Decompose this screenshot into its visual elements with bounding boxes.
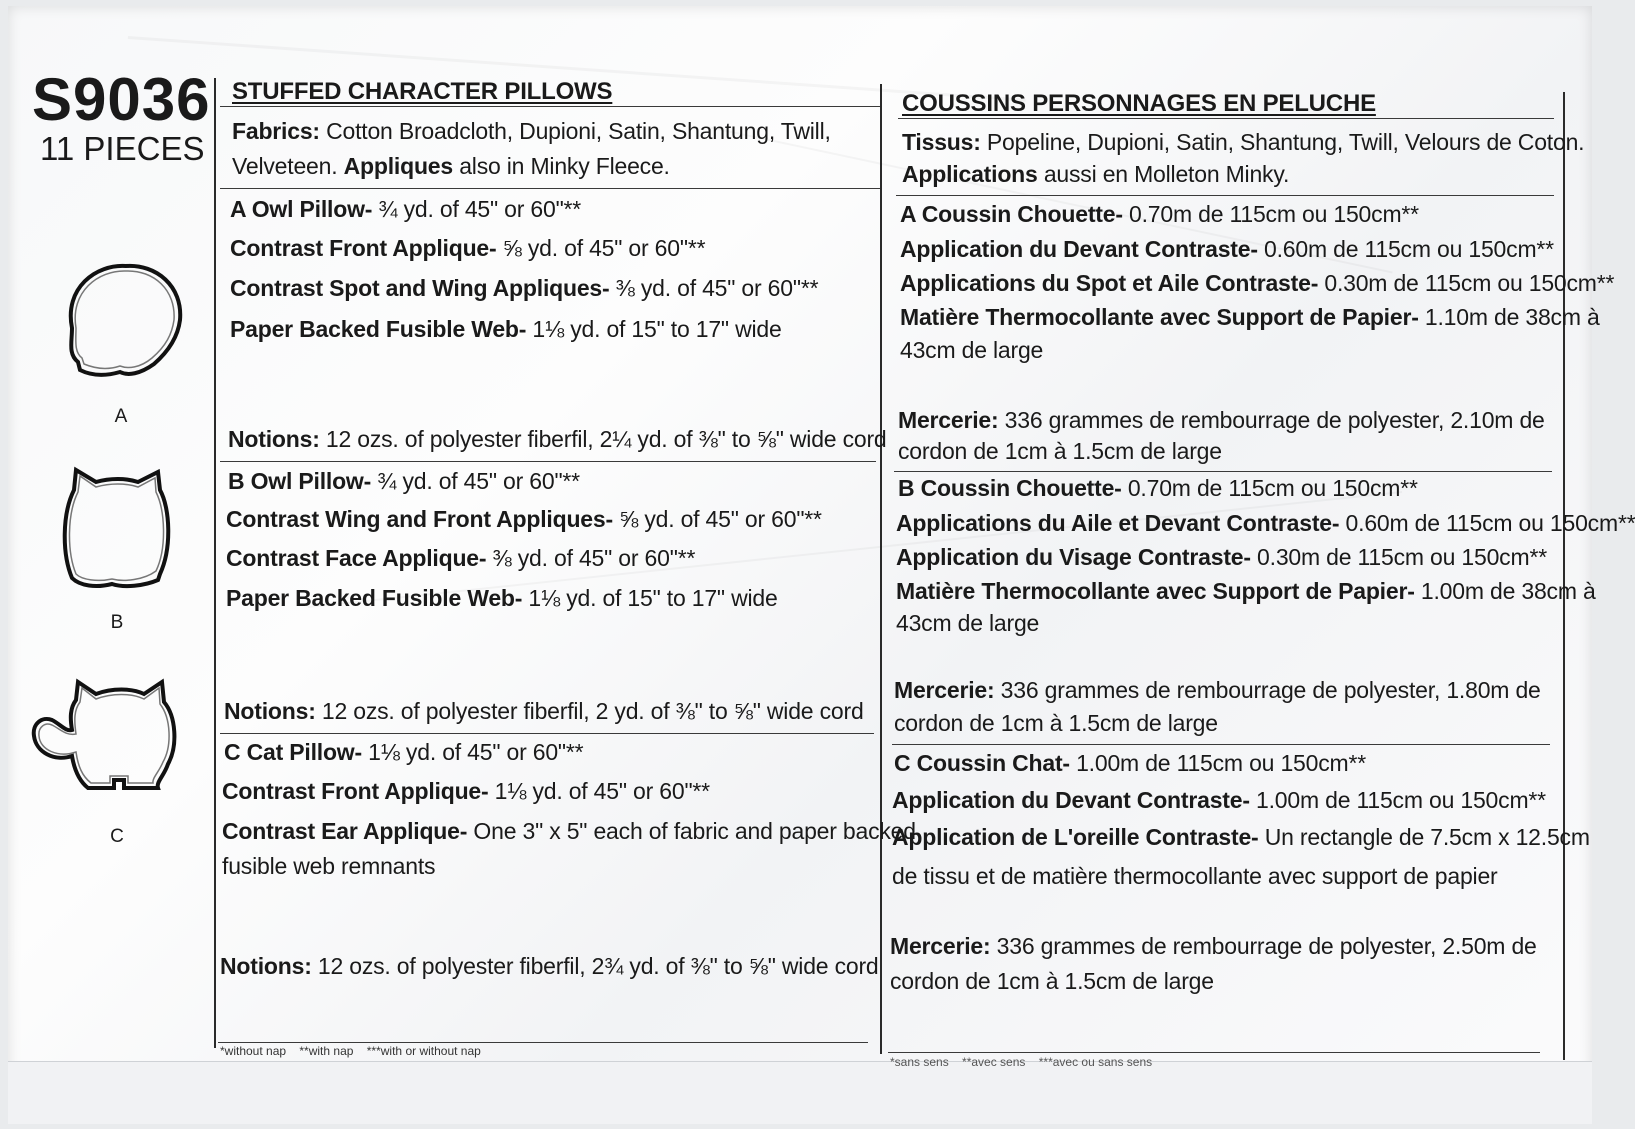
fr-title-rule [898,118,1554,119]
en-view-b-fusible-web: Paper Backed Fusible Web- 1⅛ yd. of 15" to 17" wide [226,585,778,611]
fr-view-b-fusible-web: Matière Thermocollante avec Support de Papier- 1.00m de 38cm à [896,578,1596,604]
en-a-rule [220,461,876,462]
fr-footnote: *sans sens **avec sens ***avec ou sans sens [890,1055,1153,1069]
fr-view-a-fusible-web: Matière Thermocollante avec Support de Papier- 1.10m de 38cm à [900,304,1600,330]
view-c-label: C [110,826,124,847]
en-view-c-notions: Notions: 12 ozs. of polyester fiberfil, 2¾ yd. of ⅜" to ⅝" wide cord [220,953,879,979]
en-foot-rule [218,1042,868,1043]
left-column-divider [214,78,216,1048]
fr-view-a-front-applique: Application du Devant Contraste- 0.60m de 115cm ou 150cm** [900,236,1554,262]
en-view-c-fabric: C Cat Pillow- 1⅛ yd. of 45" or 60"** [224,739,584,765]
right-column-divider [1563,92,1565,1060]
en-view-b-notions: Notions: 12 ozs. of polyester fiberfil, 2 yd. of ⅜" to ⅝" wide cord [224,698,864,724]
en-title: STUFFED CHARACTER PILLOWS [232,78,613,105]
view-a-round-owl-outline [58,258,188,388]
en-view-a-front-applique: Contrast Front Applique- ⅝ yd. of 45" or 60"** [230,235,706,261]
fr-view-b-face-applique: Application du Visage Contraste- 0.30m de 115cm ou 150cm** [896,544,1547,570]
en-view-a-fusible-web: Paper Backed Fusible Web- 1⅛ yd. of 15" to 17" wide [230,316,782,342]
view-c-cat-outline [28,680,188,798]
en-footnote: *without nap **with nap ***with or without nap [220,1044,481,1058]
fr-view-b-notions: Mercerie: 336 grammes de rembourrage de polyester, 1.80m de [894,677,1541,703]
center-column-divider [880,84,882,1054]
fr-view-b-fusible-web-cont: 43cm de large [896,610,1040,636]
en-view-c-ear-applique-cont: fusible web remnants [222,853,436,879]
en-view-c-front-applique: Contrast Front Applique- 1⅛ yd. of 45" or 60"** [222,778,710,804]
en-b-rule [220,733,874,734]
fr-view-c-front-applique: Application du Devant Contraste- 1.00m de 115cm ou 150cm** [892,787,1546,813]
fr-view-b-notions-cont: cordon de 1cm à 1.5cm de large [894,710,1218,736]
pattern-number: S9036 [32,66,211,133]
en-view-b-face-applique: Contrast Face Applique- ⅜ yd. of 45" or 60"** [226,545,696,571]
fr-title: COUSSINS PERSONNAGES EN PELUCHE [902,90,1376,117]
fr-foot-rule [888,1052,1540,1053]
en-view-a-spot-wing-appliques: Contrast Spot and Wing Appliques- ⅜ yd. of 45" or 60"** [230,275,819,301]
view-b-eared-owl-outline [60,468,175,593]
fr-b-rule [892,744,1550,745]
fr-fabrics-line1: Tissus: Popeline, Dupioni, Satin, Shantung, Twill, Velours de Coton. [902,129,1585,155]
fr-view-b-fabric: B Coussin Chouette- 0.70m de 115cm ou 150cm** [898,475,1418,501]
en-view-a-notions: Notions: 12 ozs. of polyester fiberfil, 2¼ yd. of ⅜" to ⅝" wide cord [228,426,887,452]
fr-view-a-notions-cont: cordon de 1cm à 1.5cm de large [898,438,1222,464]
fr-fabrics-rule [896,195,1554,196]
en-fabrics-line1: Fabrics: Cotton Broadcloth, Dupioni, Satin, Shantung, Twill, [232,118,831,144]
en-view-b-wing-front-appliques: Contrast Wing and Front Appliques- ⅝ yd. of 45" or 60"** [226,506,822,532]
en-view-b-fabric: B Owl Pillow- ¾ yd. of 45" or 60"** [228,468,580,494]
view-b-label: B [110,612,124,633]
fr-a-rule [894,471,1552,472]
fr-view-c-ear-applique-cont: de tissu et de matière thermocollante avec support de papier [892,863,1498,889]
piece-count: 11 PIECES [40,130,205,167]
fr-fabrics-line2: Applications aussi en Molleton Minky. [902,161,1290,187]
fr-view-b-wing-front-appliques: Applications du Aile et Devant Contraste- 0.60m de 115cm ou 150cm** [896,510,1635,536]
en-title-rule [220,106,880,107]
envelope-bottom-edge [8,1061,1592,1124]
en-fabrics-line2: Velveteen. Appliques also in Minky Fleece. [232,153,670,179]
fr-view-a-spot-wing-appliques: Applications du Spot et Aile Contraste- 0.30m de 115cm ou 150cm** [900,270,1615,296]
fr-view-a-fabric: A Coussin Chouette- 0.70m de 115cm ou 150cm** [900,201,1419,227]
fr-view-c-fabric: C Coussin Chat- 1.00m de 115cm ou 150cm** [894,750,1366,776]
fr-view-c-ear-applique: Application de L'oreille Contraste- Un rectangle de 7.5cm x 12.5cm [892,824,1590,850]
en-fabrics-rule [220,188,880,189]
en-view-a-fabric: A Owl Pillow- ¾ yd. of 45" or 60"** [230,196,582,222]
fr-view-c-notions: Mercerie: 336 grammes de rembourrage de polyester, 2.50m de [890,933,1537,959]
en-view-c-ear-applique: Contrast Ear Applique- One 3" x 5" each of fabric and paper backed [222,818,916,844]
fr-view-c-notions-cont: cordon de 1cm à 1.5cm de large [890,968,1214,994]
fr-view-a-notions: Mercerie: 336 grammes de rembourrage de polyester, 2.10m de [898,407,1545,433]
fr-view-a-fusible-web-cont: 43cm de large [900,337,1044,363]
view-a-label: A [114,406,128,427]
